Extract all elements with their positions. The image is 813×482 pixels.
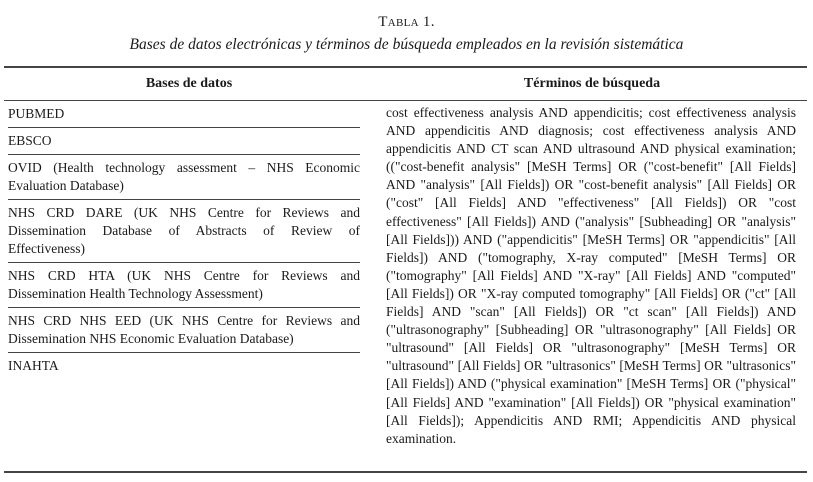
database-row-nhs-crd-hta: NHS CRD HTA (UK NHS Centre for Reviews and Dissemination Health Technology Assessment) xyxy=(8,263,360,308)
database-row-inahta: INAHTA xyxy=(8,358,59,373)
database-row-ebsco: EBSCO xyxy=(8,128,360,155)
header-search-terms: Términos de búsqueda xyxy=(523,76,661,91)
database-row-ovid: OVID (Health technology assessment – NHS Economic Evaluation Database) xyxy=(8,155,360,200)
table-caption-subtitle: Bases de datos electrónicas y términos de búsqueda empleados en la revisión sistemática xyxy=(129,36,684,53)
table-caption-title: Tabla 1. xyxy=(378,14,435,30)
search-terms-cell: cost effectiveness analysis AND appendicitis; cost effectiveness analysis AND appendicitis AND diagnosis; cost effectiveness analysis AND appendicitis AND CT scan AND ultrasound AND physical examination; (("cost-benefit analysis" [MeSH Terms] OR ("cost-benefit" [All Fields] AND "analysis" [All Fields]) OR "cost-benefit analysis" [All Fields] OR ("cost" [All Fields] AND "effectiveness" [All Fields]) OR "cost effectiveness" [All Fields]) AND ("analysis" [Subheading] OR "analysis" [All Fields])) AND ("appendicitis" [MeSH Terms] OR "appendicitis" [All Fields]) AND ("tomography, X-ray computed" [MeSH Terms] OR ("tomography" [All Fields] AND "X-ray" [All Fields] AND "computed" [All Fields]) OR "X-ray computed tomography" [All Fields] OR ("ct" [All Fields] AND "scan" [All Fields]) OR "ct scan" [All Fields]) AND ("ultrasonography" [Subheading] OR "ultrasonography" [All Fields] OR "ultrasound" [All Fields] OR "ultrasonography" [MeSH Terms] OR "ultrasound" [All Fields] OR "ultrasonics" [MeSH Terms] OR "ultrasonics" [All Fields]) AND ("physical examination" [MeSH Terms] OR ("physical" [All Fields] AND "examination" [All Fields]) OR "physical examination" [All Fields]); Appendicitis AND RMI; Appendicitis AND physical examination. xyxy=(386,105,796,446)
database-row-nhs-crd-dare: NHS CRD DARE (UK NHS Centre for Reviews and Dissemination Database of Abstracts of Review of Effectiveness) xyxy=(8,200,360,263)
table-bottom-rule xyxy=(4,471,807,473)
header-databases: Bases de datos xyxy=(145,76,233,91)
database-row-pubmed: PUBMED xyxy=(8,101,360,128)
table-top-rule xyxy=(4,66,807,68)
database-row-nhs-crd-nhs-eed: NHS CRD NHS EED (UK NHS Centre for Reviews and Dissemination NHS Economic Evaluation Database) xyxy=(8,308,360,353)
databases-column xyxy=(8,101,360,379)
